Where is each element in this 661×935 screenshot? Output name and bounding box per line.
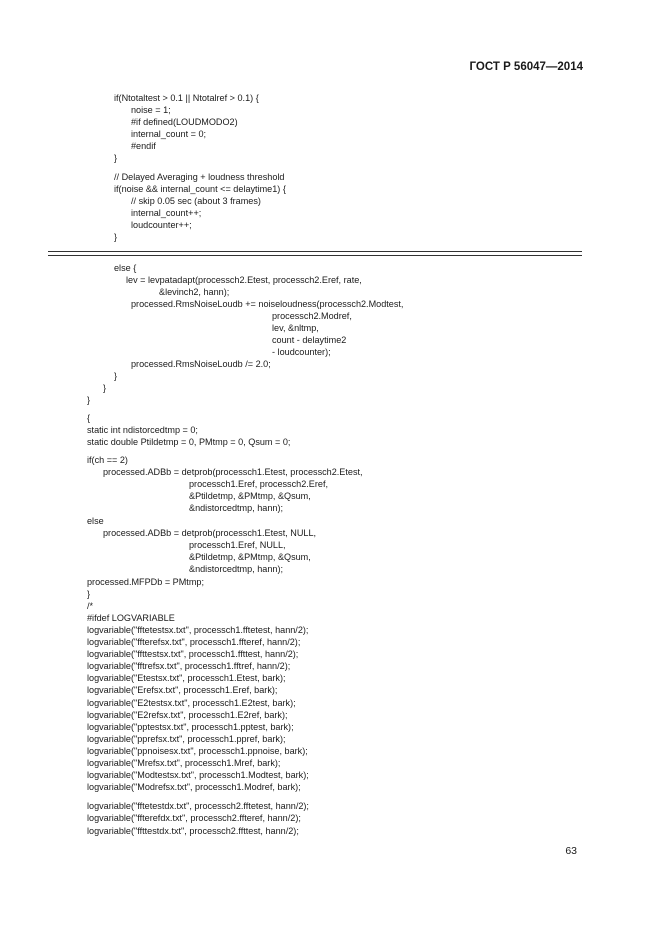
code-line: logvariable("pprefsx.txt", processch1.ppref, bark); [87, 734, 286, 744]
code-line: logvariable("Etestsx.txt", processch1.Etest, bark); [87, 673, 286, 683]
code-line: logvariable("fftetestdx.txt", processch2.fftetest, hann/2); [87, 801, 309, 811]
code-line: processed.RmsNoiseLoudb /= 2.0; [131, 359, 271, 369]
code-line: } [114, 232, 118, 242]
code-line: logvariable("ffttestdx.txt", processch2.ffttest, hann/2); [87, 826, 299, 836]
code-line: // Delayed Averaging + loudness threshold [114, 172, 285, 182]
code-line: static int ndistorcedtmp = 0; [87, 425, 198, 435]
code-line: logvariable("Mrefsx.txt", processch1.Mref, bark); [87, 758, 281, 768]
code-line: logvariable("ffttestsx.txt", processch1.ffttest, hann/2); [87, 649, 299, 659]
code-line: noise = 1; [131, 105, 171, 115]
code-line: } [103, 383, 107, 393]
code-line: &Ptildetmp, &PMtmp, &Qsum, [189, 552, 311, 562]
code-line: processch1.Eref, NULL, [189, 540, 286, 550]
code-line: internal_count++; [131, 208, 202, 218]
code-line: logvariable("Modtestsx.txt", processch1.Modtest, bark); [87, 770, 309, 780]
code-line: loudcounter++; [131, 220, 192, 230]
code-line: #endif [131, 141, 156, 151]
code-line: processed.MFPDb = PMtmp; [87, 577, 204, 587]
code-line: logvariable("Erefsx.txt", processch1.Eref, bark); [87, 685, 278, 695]
code-line: logvariable("E2testsx.txt", processch1.E2test, bark); [87, 698, 296, 708]
code-line: processch1.Eref, processch2.Eref, [189, 479, 328, 489]
code-line: - loudcounter); [272, 347, 331, 357]
code-line: if(noise && internal_count <= delaytime1) { [114, 184, 286, 194]
code-line: lev, &nltmp, [272, 323, 319, 333]
code-line: } [114, 371, 118, 381]
code-line: logvariable("fftrefsx.txt", processch1.fftref, hann/2); [87, 661, 291, 671]
code-line: else { [114, 263, 137, 273]
code-line: &ndistorcedtmp, hann); [189, 564, 284, 574]
code-line: internal_count = 0; [131, 129, 207, 139]
code-line: } [114, 153, 118, 163]
code-line: static double Ptildetmp = 0, PMtmp = 0, Qsum = 0; [87, 437, 291, 447]
code-line: processed.ADBb = detprob(processch1.Etest, processch2.Etest, [103, 467, 363, 477]
code-line: &levinch2, hann); [159, 287, 230, 297]
code-line: if(Ntotaltest > 0.1 || Ntotalref > 0.1) { [114, 93, 259, 103]
code-line: #if defined(LOUDMODO2) [131, 117, 238, 127]
code-line: } [87, 395, 91, 405]
code-line: // skip 0.05 sec (about 3 frames) [131, 196, 261, 206]
code-line: /* [87, 601, 94, 611]
code-line: #ifdef LOGVARIABLE [87, 613, 175, 623]
double-separator-line [48, 251, 582, 256]
document-header: ГОСТ Р 56047—2014 [469, 61, 583, 73]
code-line: } [87, 589, 91, 599]
code-line: logvariable("E2refsx.txt", processch1.E2ref, bark); [87, 710, 288, 720]
code-line: logvariable("ffterefsx.txt", processch1.ffteref, hann/2); [87, 637, 301, 647]
code-line: logvariable("pptestsx.txt", processch1.pptest, bark); [87, 722, 294, 732]
code-line: logvariable("ffterefdx.txt", processch2.ffteref, hann/2); [87, 813, 301, 823]
code-line: &ndistorcedtmp, hann); [189, 503, 284, 513]
code-line: lev = levpatadapt(processch2.Etest, processch2.Eref, rate, [126, 275, 362, 285]
code-line: logvariable("ppnoisesx.txt", processch1.ppnoise, bark); [87, 746, 308, 756]
code-line: else [87, 516, 104, 526]
code-line: logvariable("Modrefsx.txt", processch1.Modref, bark); [87, 782, 301, 792]
code-line: processed.RmsNoiseLoudb += noiseloudness(processch2.Modtest, [131, 299, 404, 309]
code-line: &Ptildetmp, &PMtmp, &Qsum, [189, 491, 311, 501]
code-line: count - delaytime2 [272, 335, 347, 345]
code-line: processed.ADBb = detprob(processch1.Etest, NULL, [103, 528, 317, 538]
code-line: logvariable("fftetestsx.txt", processch1.fftetest, hann/2); [87, 625, 309, 635]
page-number: 63 [565, 845, 577, 857]
code-line: { [87, 413, 91, 423]
code-line: processch2.Modref, [272, 311, 352, 321]
code-line: if(ch == 2) [87, 455, 128, 465]
